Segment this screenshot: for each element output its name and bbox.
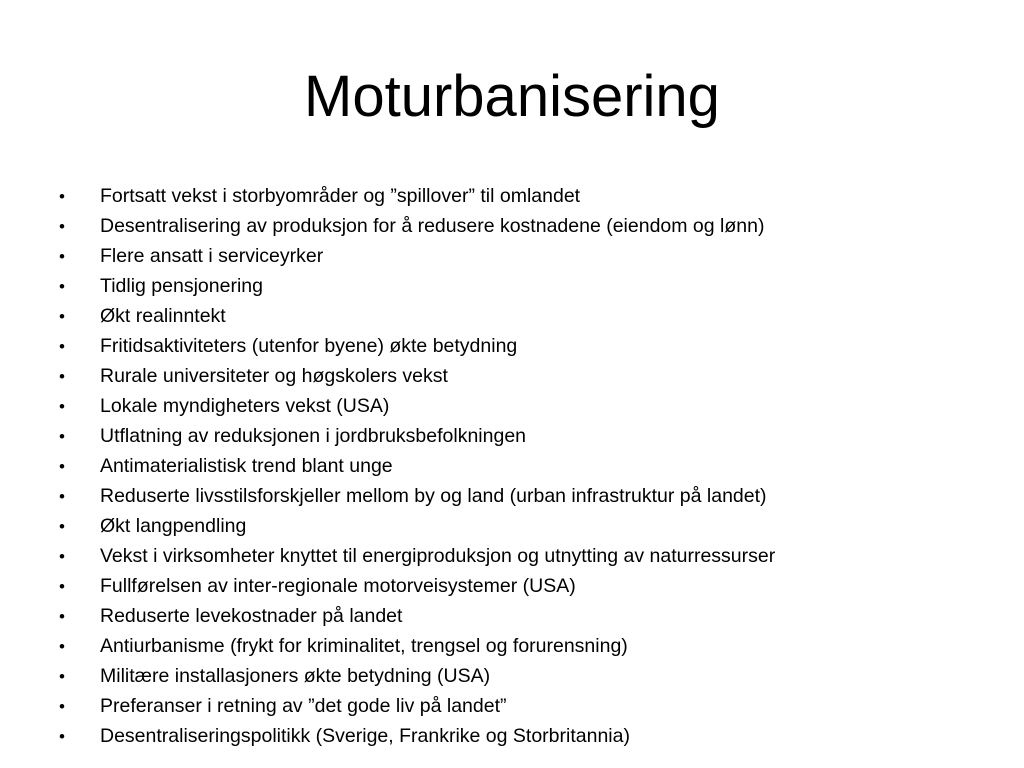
bullet-text: Flere ansatt i serviceyrker [100,245,324,267]
list-item [59,241,775,271]
list-item [59,211,775,241]
bullet-icon: • [59,337,65,356]
bullet-text: Fritidsaktiviteters (utenfor byene) økte betydning [100,335,518,357]
bullet-icon: • [59,367,65,386]
bullet-icon: • [59,577,65,596]
bullet-text: Preferanser i retning av ”det gode liv på landet” [100,695,507,717]
bullet-text: Vekst i virksomheter knyttet til energiproduksjon og utnytting av naturressurser [100,545,776,567]
list-item [59,301,775,331]
bullet-icon: • [59,397,65,416]
bullet-text: Rurale universiteter og høgskolers vekst [100,365,448,387]
bullet-icon: • [59,667,65,686]
bullet-icon: • [59,547,65,566]
bullet-text: Tidlig pensjonering [100,275,263,297]
list-item [59,691,775,721]
bullet-text: Lokale myndigheters vekst (USA) [100,395,390,417]
bullet-icon: • [59,217,65,236]
bullet-icon: • [59,637,65,656]
bullet-icon: • [59,247,65,266]
bullet-text: Antiurbanisme (frykt for kriminalitet, trengsel og forurensning) [100,635,628,657]
bullet-icon: • [59,307,65,326]
list-item [59,721,775,751]
bullet-icon: • [59,487,65,506]
bullet-icon: • [59,697,65,716]
list-item [59,391,775,421]
list-item [59,541,775,571]
bullet-text: Fortsatt vekst i storbyområder og ”spillover” til omlandet [100,185,581,207]
bullet-text: Utflatning av reduksjonen i jordbruksbefolkningen [100,425,527,447]
bullet-text: Desentralisering av produksjon for å redusere kostnadene (eiendom og lønn) [100,215,765,237]
list-item [59,271,775,301]
bullet-text: Reduserte livsstilsforskjeller mellom by og land (urban infrastruktur på landet) [100,485,767,507]
list-item [59,331,775,361]
bullet-text: Reduserte levekostnader på landet [100,605,403,627]
bullet-text: Økt realinntekt [100,305,226,327]
bullet-icon: • [59,607,65,626]
list-item [59,181,775,211]
list-item [59,481,775,511]
bullet-text: Økt langpendling [100,515,247,537]
bullet-icon: • [59,457,65,476]
bullet-icon: • [59,277,65,296]
bullet-icon: • [59,427,65,446]
bullet-text: Antimaterialistisk trend blant unge [100,455,393,477]
bullet-list [59,181,775,751]
bullet-icon: • [59,187,65,206]
bullet-icon: • [59,517,65,536]
bullet-text: Militære installasjoners økte betydning (USA) [100,665,491,687]
list-item [59,511,775,541]
list-item [59,451,775,481]
bullet-text: Fullførelsen av inter-regionale motorveisystemer (USA) [100,575,576,597]
list-item [59,631,775,661]
bullet-text: Desentraliseringspolitikk (Sverige, Frankrike og Storbritannia) [100,725,630,747]
list-item [59,421,775,451]
bullet-icon: • [59,727,65,746]
list-item [59,361,775,391]
list-item [59,571,775,601]
slide-title: Moturbanisering [304,64,720,129]
list-item [59,661,775,691]
list-item [59,601,775,631]
